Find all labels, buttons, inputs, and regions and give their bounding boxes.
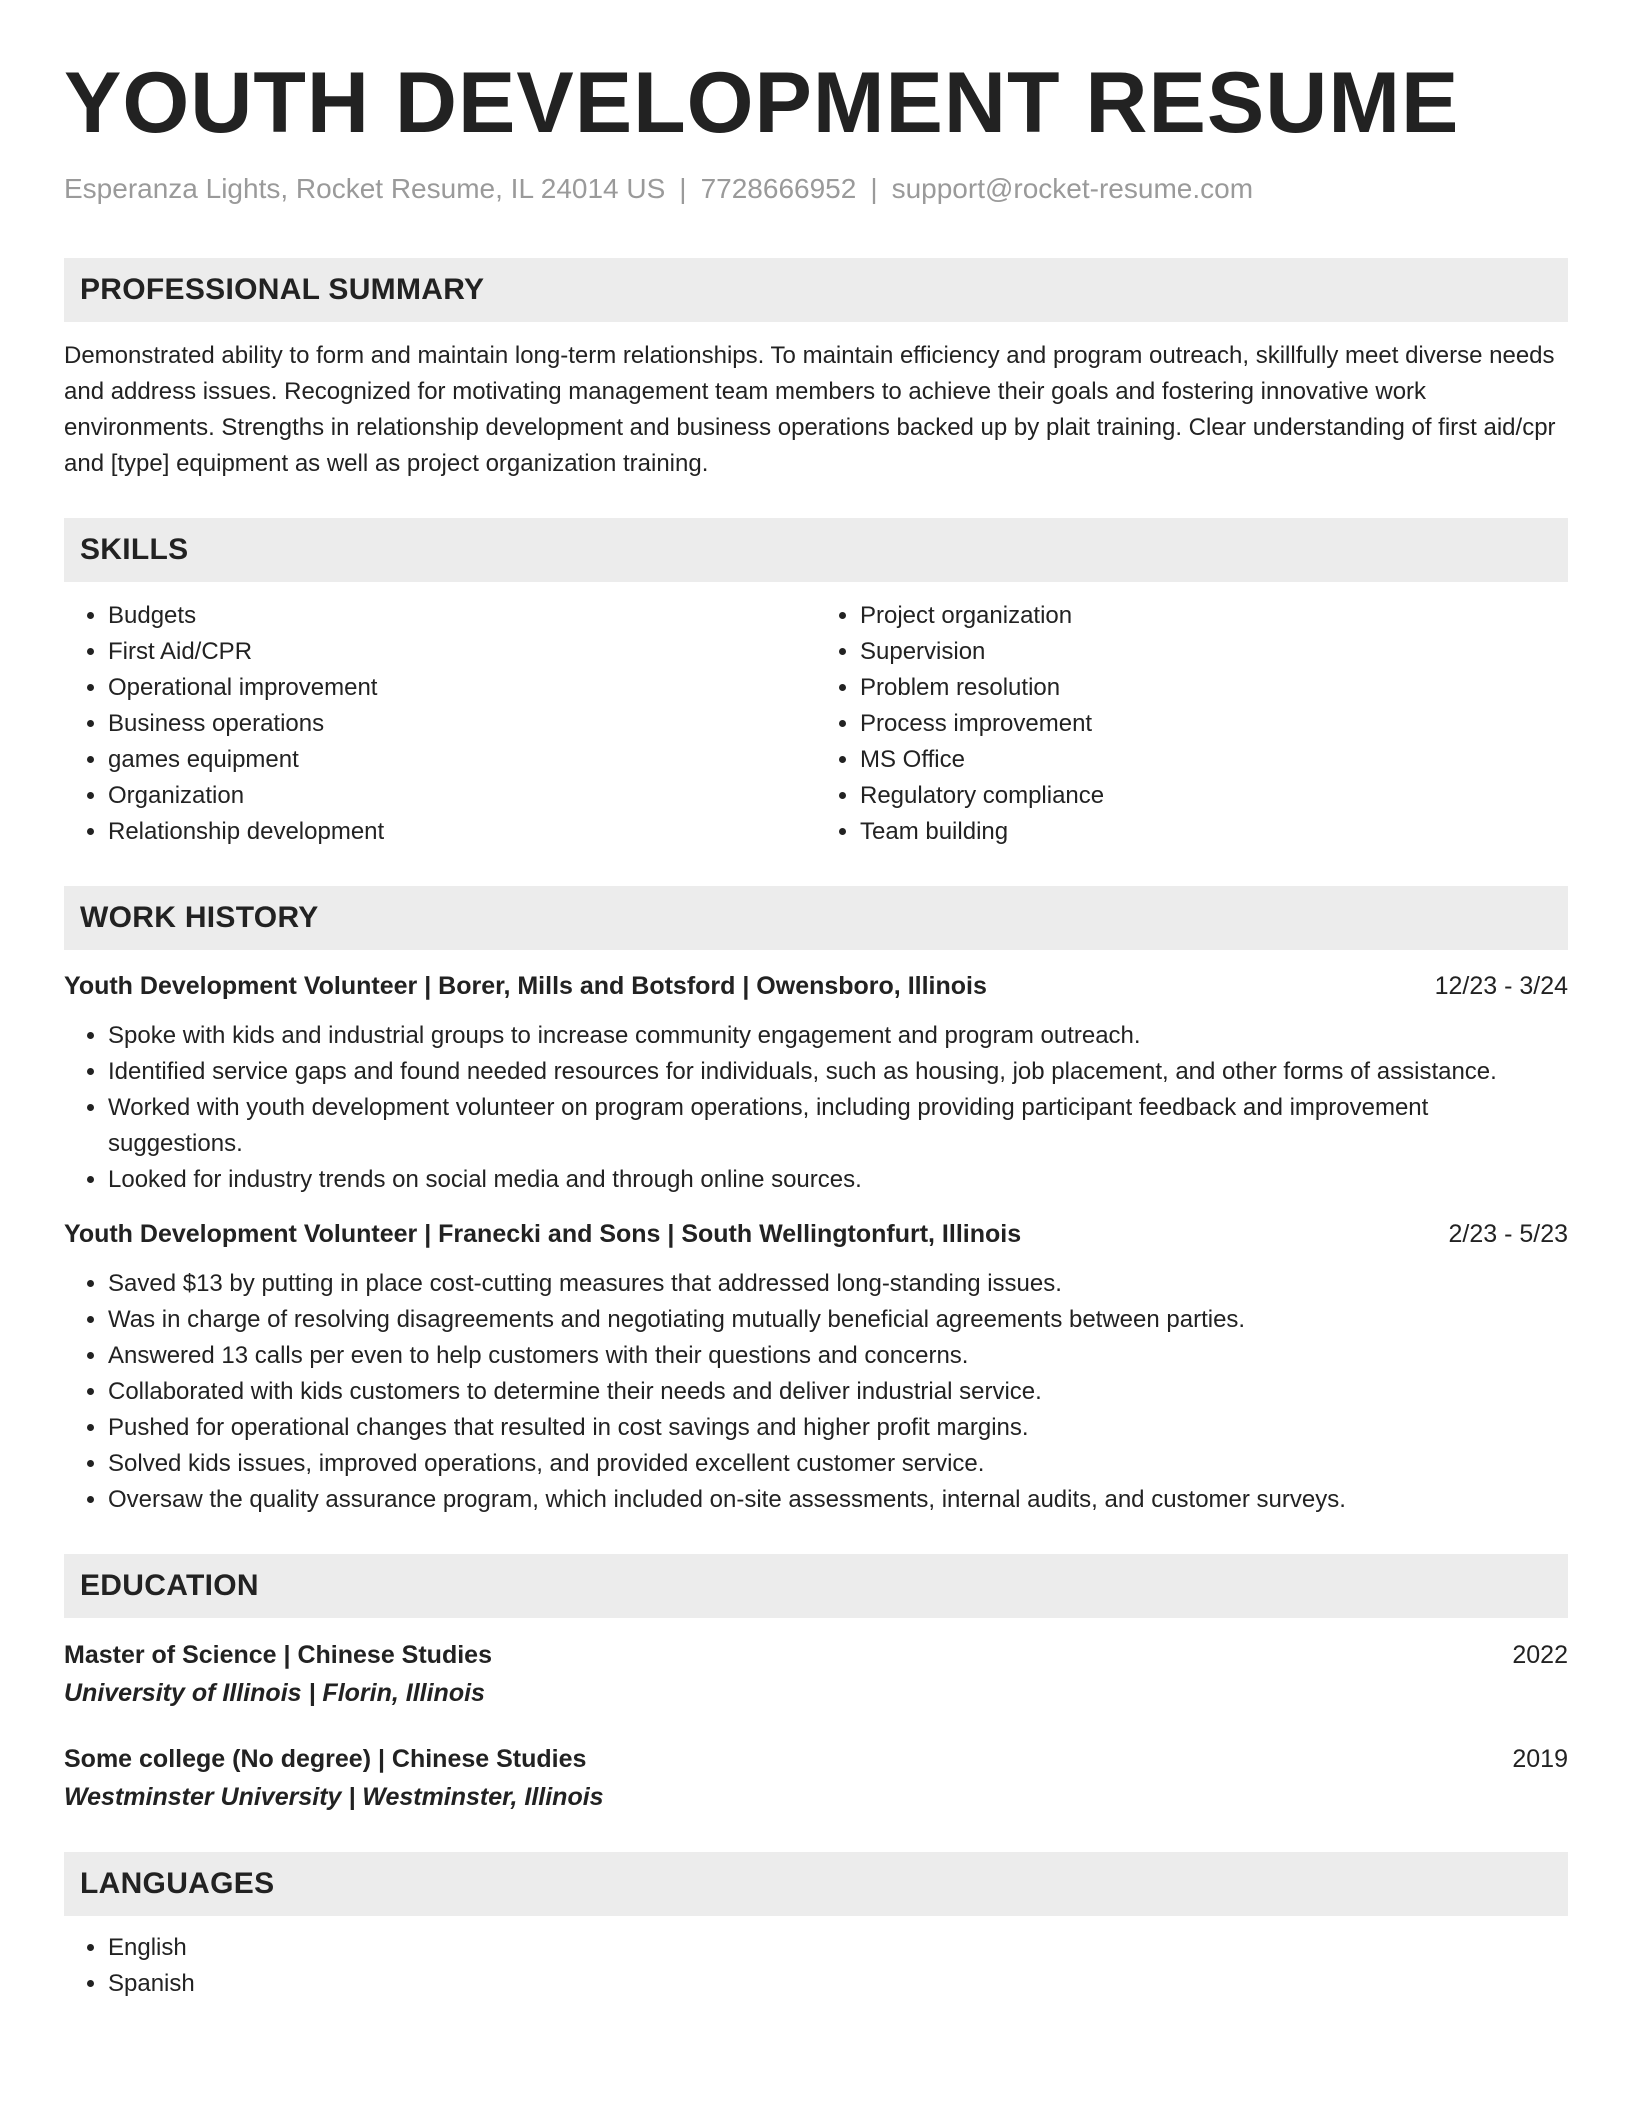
job-duties (64, 1266, 1568, 1518)
job-duty: • Solved kids issues, improved operations, and provided excellent customer service. (108, 1446, 1568, 1482)
language-item: • Spanish (108, 1966, 1568, 2002)
job-entry (64, 1216, 1568, 1518)
job-title: Youth Development Volunteer | Borer, Mills and Botsford | Owensboro, Illinois (64, 971, 987, 1000)
skill-item: • Relationship development (108, 814, 816, 850)
skills-column-right (816, 598, 1568, 850)
job-duty: • Answered 13 calls per even to help customers with their questions and concerns. (108, 1338, 1568, 1374)
education-school: University of Illinois | Florin, Illinois (64, 1678, 485, 1707)
skill-item: • Budgets (108, 598, 816, 634)
job-duties (64, 1018, 1568, 1198)
skill-item: • Supervision (860, 634, 1568, 670)
job-duty: • Oversaw the quality assurance program, which included on-site assessments, internal audits, and customer surveys. (108, 1482, 1568, 1518)
education-header (64, 1636, 1568, 1674)
job-duty: • Pushed for operational changes that resulted in cost savings and higher profit margins. (108, 1410, 1568, 1446)
skills-heading: SKILLS (64, 518, 1568, 582)
languages-heading: LANGUAGES (64, 1852, 1568, 1916)
job-dates: 12/23 - 3/24 (1434, 971, 1568, 1000)
job-title: Youth Development Volunteer | Franecki and Sons | South Wellingtonfurt, Illinois (64, 1219, 1022, 1248)
education-school: Westminster University | Westminster, Illinois (64, 1782, 604, 1811)
work-history-heading: WORK HISTORY (64, 886, 1568, 950)
job-duty: • Looked for industry trends on social media and through online sources. (108, 1162, 1568, 1198)
contact-address: Esperanza Lights, Rocket Resume, IL 24014 US (64, 173, 666, 204)
skill-item: • Team building (860, 814, 1568, 850)
contact-email: support@rocket-resume.com (891, 173, 1254, 204)
skill-item: • First Aid/CPR (108, 634, 816, 670)
education-year: 2019 (1512, 1744, 1568, 1773)
job-header (64, 1216, 1568, 1252)
job-duty: • Identified service gaps and found needed resources for individuals, such as housing, job placement, and other forms of assistance. (108, 1054, 1568, 1090)
contact-phone: 7728666952 (700, 173, 857, 204)
contact-separator: | (870, 173, 878, 204)
skill-item: • MS Office (860, 742, 1568, 778)
skills-column-left (64, 598, 816, 850)
skill-item: • Operational improvement (108, 670, 816, 706)
job-duty: • Saved $13 by putting in place cost-cutting measures that addressed long-standing issues. (108, 1266, 1568, 1302)
languages-list (64, 1930, 1568, 2002)
education-degree: Some college (No degree) | Chinese Studies (64, 1744, 587, 1773)
education-heading: EDUCATION (64, 1554, 1568, 1618)
contact-line (64, 172, 1568, 206)
job-duty: • Spoke with kids and industrial groups to increase community engagement and program outreach. (108, 1018, 1568, 1054)
skill-item: • Organization (108, 778, 816, 814)
job-header (64, 968, 1568, 1004)
education-year: 2022 (1512, 1640, 1568, 1669)
language-item: • English (108, 1930, 1568, 1966)
education-header (64, 1740, 1568, 1778)
job-entry (64, 968, 1568, 1198)
skill-item: • Process improvement (860, 706, 1568, 742)
skill-item: • Project organization (860, 598, 1568, 634)
skills-list (64, 598, 1568, 850)
resume-title: YOUTH DEVELOPMENT RESUME (64, 55, 1460, 151)
job-duty: • Collaborated with kids customers to determine their needs and deliver industrial service. (108, 1374, 1568, 1410)
skill-item: • Business operations (108, 706, 816, 742)
education-entry (64, 1636, 1568, 1712)
education-degree: Master of Science | Chinese Studies (64, 1640, 492, 1669)
skill-item: • Problem resolution (860, 670, 1568, 706)
job-duty: • Worked with youth development volunteer on program operations, including providing participant feedback and improvement suggestions. (108, 1090, 1568, 1162)
skill-item: • games equipment (108, 742, 816, 778)
education-entry (64, 1740, 1568, 1816)
job-duty: • Was in charge of resolving disagreements and negotiating mutually beneficial agreements between parties. (108, 1302, 1568, 1338)
job-dates: 2/23 - 5/23 (1448, 1219, 1568, 1248)
summary-text: Demonstrated ability to form and maintain long-term relationships. To maintain efficiency and program outreach, skillfully meet diverse needs and address issues. Recognized for motivating management team members to achieve their goals and fostering innovative work environments. Strengths in relationship development and business operations backed up by plait training. Clear understanding of first aid/cpr and [type] equipment as well as project organization training. (64, 341, 1556, 477)
contact-separator: | (679, 173, 687, 204)
summary-heading: PROFESSIONAL SUMMARY (64, 258, 1568, 322)
skill-item: • Regulatory compliance (860, 778, 1568, 814)
